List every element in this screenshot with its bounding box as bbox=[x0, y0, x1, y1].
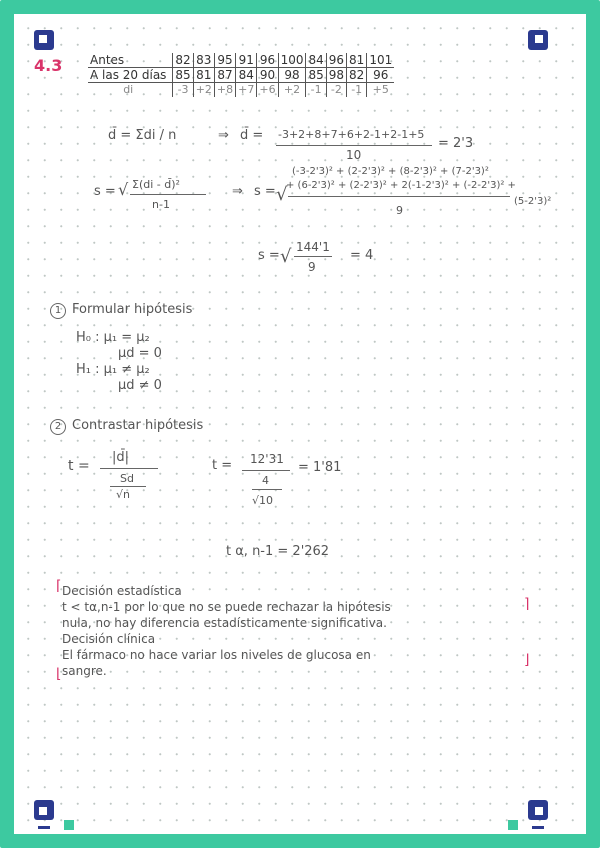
h0-line-a: H₀ : μ₁ = μ₂ bbox=[76, 330, 150, 345]
h1-line-b: μd ≠ 0 bbox=[118, 378, 162, 393]
t-result: = 1'81 bbox=[298, 460, 342, 475]
cell: 91 bbox=[236, 53, 257, 68]
mean-symbol: d̄ = bbox=[240, 128, 264, 143]
cell: +2 bbox=[278, 83, 306, 98]
t-critical: t α, n-1 = 2'262 bbox=[226, 544, 330, 559]
cell: 81 bbox=[347, 53, 367, 68]
decision-open-bracket: ⌈ bbox=[56, 578, 62, 594]
cell: +5 bbox=[367, 83, 394, 98]
decision-line-1: t < tα,n-1 por lo que no se puede rechazar la hipótesis bbox=[62, 600, 391, 614]
cell: -1 bbox=[347, 83, 367, 98]
cell: +8 bbox=[214, 83, 235, 98]
sqrt-sign-1: √ bbox=[118, 180, 129, 199]
sd-symbol: s = bbox=[94, 184, 116, 199]
cell: 82 bbox=[173, 53, 193, 68]
sd-calc-line-3: (5-2'3)² bbox=[514, 196, 552, 207]
cell: 96 bbox=[257, 53, 278, 68]
sd-def-denominator: n-1 bbox=[152, 198, 170, 211]
cell: 85 bbox=[173, 68, 193, 83]
corner-mark-top-left bbox=[34, 30, 54, 50]
sd-calc-line-2: + (6-2'3)² + (2-2'3)² + 2(-1-2'3)² + (-2-2'3)² + bbox=[286, 180, 516, 191]
t-def-fraction-line bbox=[100, 468, 158, 469]
cell: 101 bbox=[367, 53, 394, 68]
sd-calc-fraction-line bbox=[288, 196, 510, 197]
step2-heading bbox=[50, 418, 203, 435]
corner-mark-bottom-left bbox=[34, 800, 54, 820]
decision-line-3: El fármaco no hace variar los niveles de glucosa en bbox=[62, 648, 371, 662]
corner-bar-left bbox=[38, 826, 50, 829]
table-row-diff bbox=[88, 83, 394, 98]
h1-line-a: H₁ : μ₁ ≠ μ₂ bbox=[76, 362, 150, 377]
step1-title: Formular hipótesis bbox=[72, 302, 193, 317]
sd-def-fraction-line bbox=[130, 194, 206, 195]
cell: +6 bbox=[257, 83, 278, 98]
decision-line-4: sangre. bbox=[62, 664, 107, 678]
decision-clin-title: Decisión clínica bbox=[62, 632, 156, 646]
decision-close-bracket-2: ⌋ bbox=[524, 652, 530, 668]
step1-heading bbox=[50, 302, 192, 319]
decision-line-2: nula, no hay diferencia estadísticamente significativa. bbox=[62, 616, 387, 630]
cell: 87 bbox=[214, 68, 235, 83]
s-result-fraction-line bbox=[294, 256, 332, 257]
sd-symbol-2: s = bbox=[254, 184, 276, 199]
h0-line-b: μd = 0 bbox=[118, 346, 162, 361]
step2-number: 2 bbox=[50, 419, 66, 435]
sd-calc-line-1: (-3-2'3)² + (2-2'3)² + (8-2'3)² + (7-2'3)² bbox=[292, 166, 489, 177]
cell: 98 bbox=[326, 68, 346, 83]
sqrt-sign-3: √ bbox=[280, 246, 292, 267]
green-square-right bbox=[508, 820, 518, 830]
mean-denominator: 10 bbox=[346, 148, 362, 162]
cell: -1 bbox=[306, 83, 326, 98]
cell: 84 bbox=[306, 53, 326, 68]
mean-result: = 2'3 bbox=[438, 136, 474, 151]
corner-bar-right bbox=[532, 826, 544, 829]
row-label: Antes bbox=[88, 53, 173, 68]
decision-stat-title: Decisión estadística bbox=[62, 584, 182, 598]
decision-close-bracket-1: ⌉ bbox=[524, 596, 530, 612]
arrow-1: ⇒ bbox=[218, 128, 229, 143]
cell: 96 bbox=[367, 68, 394, 83]
sqrt-sign-2: √ bbox=[276, 184, 288, 205]
corner-mark-top-right bbox=[528, 30, 548, 50]
t-calc-den-numerator: 4 bbox=[262, 474, 269, 487]
cell: 95 bbox=[214, 53, 235, 68]
t-calc-numerator: 12'31 bbox=[250, 452, 284, 466]
cell: 83 bbox=[193, 53, 214, 68]
cell: 100 bbox=[278, 53, 306, 68]
decision-bottom-bracket: ⌊ bbox=[56, 666, 62, 682]
cell: -3 bbox=[173, 83, 193, 98]
table-row-before bbox=[88, 53, 394, 68]
cell: 90 bbox=[257, 68, 278, 83]
row-label: A las 20 días bbox=[88, 68, 173, 83]
t-symbol: t = bbox=[68, 458, 90, 474]
s-result-symbol: s = bbox=[258, 248, 280, 263]
cell: 85 bbox=[306, 68, 326, 83]
t-def-inner-line bbox=[110, 486, 146, 487]
t-def-den-denominator: √n bbox=[116, 488, 130, 501]
s-result-value: = 4 bbox=[350, 248, 374, 263]
mean-fraction-line bbox=[276, 145, 432, 146]
step2-title: Contrastar hipótesis bbox=[72, 418, 204, 433]
cell: 82 bbox=[347, 68, 367, 83]
t-calc-inner-line bbox=[252, 489, 282, 490]
s-result-denominator: 9 bbox=[308, 260, 316, 274]
problem-number: 4.3 bbox=[34, 56, 63, 75]
cell: +2 bbox=[193, 83, 214, 98]
t-calc-fraction-line bbox=[242, 470, 290, 471]
cell: 96 bbox=[326, 53, 346, 68]
t-def-den-numerator: Sd bbox=[120, 472, 134, 485]
t-calc-symbol: t = bbox=[212, 458, 233, 473]
cell: 81 bbox=[193, 68, 214, 83]
data-table bbox=[88, 53, 394, 97]
cell: -2 bbox=[326, 83, 346, 98]
table-row-after bbox=[88, 68, 394, 83]
cell: 98 bbox=[278, 68, 306, 83]
cell: 84 bbox=[236, 68, 257, 83]
s-result-numerator: 144'1 bbox=[296, 240, 330, 254]
mean-numerator: -3+2+8+7+6+2-1+2-1+5 bbox=[278, 128, 425, 141]
sd-calc-denominator: 9 bbox=[396, 204, 403, 217]
t-calc-den-denominator: √10 bbox=[252, 494, 274, 507]
step1-number: 1 bbox=[50, 303, 66, 319]
mean-definition: d̄ = Σdi / n bbox=[108, 128, 177, 143]
row-label: di bbox=[123, 83, 134, 96]
cell: +7 bbox=[236, 83, 257, 98]
sd-def-numerator: Σ(di - d̄)² bbox=[132, 178, 180, 191]
corner-mark-bottom-right bbox=[528, 800, 548, 820]
t-def-numerator: |d̄| bbox=[112, 450, 130, 465]
arrow-2: ⇒ bbox=[232, 184, 243, 199]
green-square-left bbox=[64, 820, 74, 830]
